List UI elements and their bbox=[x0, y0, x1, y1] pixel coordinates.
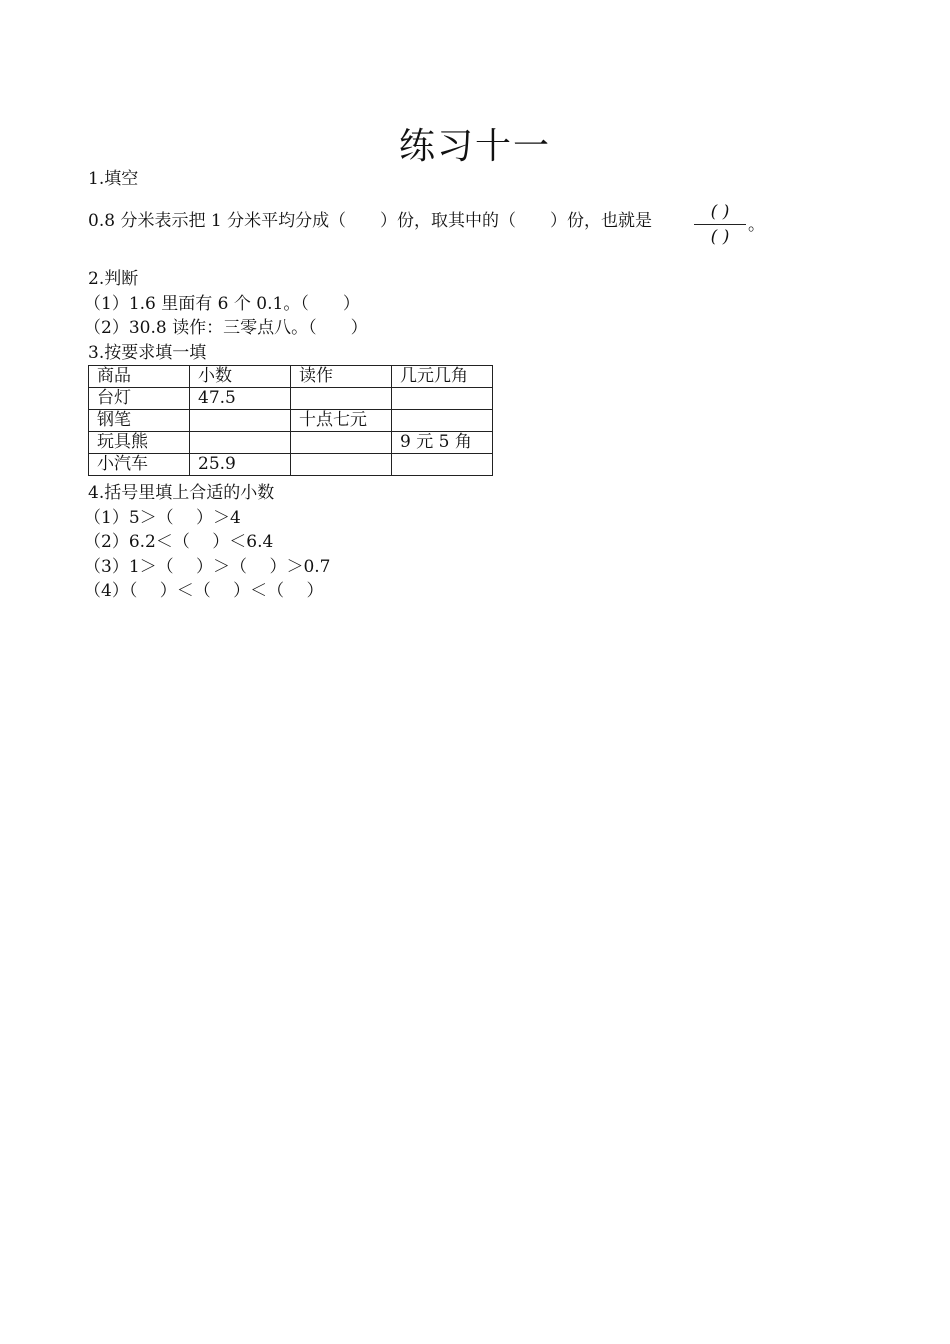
table-cell bbox=[392, 388, 493, 410]
table-cell bbox=[392, 454, 493, 476]
table-cell bbox=[291, 432, 392, 454]
header-cell-decimal: 小数 bbox=[190, 366, 291, 388]
header-cell-goods: 商品 bbox=[89, 366, 190, 388]
q4-item-2: （2）6.2＜（ ）＜6.4 bbox=[84, 532, 274, 552]
q1-text: 0.8 分米表示把 1 分米平均分成（ ）份，取其中的（ ）份，也就是 bbox=[88, 211, 653, 231]
table-row bbox=[89, 454, 493, 476]
q1-fraction bbox=[694, 200, 746, 249]
fraction-denominator: ( ) bbox=[710, 227, 730, 247]
q4-heading: 4.括号里填上合适的小数 bbox=[88, 483, 275, 503]
header-cell-reading: 读作 bbox=[291, 366, 392, 388]
q1-end: 。 bbox=[748, 215, 765, 235]
table-cell bbox=[190, 410, 291, 432]
q4-item-3: （3）1＞（ ）＞（ ）＞0.7 bbox=[84, 557, 331, 577]
q4-item-4: （4）（ ）＜（ ）＜（ ） bbox=[84, 581, 324, 601]
table-cell: 十点七元 bbox=[291, 410, 392, 432]
table-cell bbox=[190, 432, 291, 454]
table-cell bbox=[291, 454, 392, 476]
q3-heading: 3.按要求填一填 bbox=[88, 343, 207, 363]
goods-table bbox=[88, 365, 493, 476]
table-cell bbox=[291, 388, 392, 410]
table-cell: 25.9 bbox=[190, 454, 291, 476]
table-row bbox=[89, 388, 493, 410]
header-cell-yuan-jiao: 几元几角 bbox=[392, 366, 493, 388]
q2-heading: 2.判断 bbox=[88, 269, 139, 289]
q2-item-1: （1）1.6 里面有 6 个 0.1。（ ） bbox=[84, 294, 360, 314]
table-cell bbox=[392, 410, 493, 432]
q2-item-2: （2）30.8 读作：三零点八。（ ） bbox=[84, 318, 368, 338]
table-row bbox=[89, 410, 493, 432]
table-header-row bbox=[89, 366, 493, 388]
table-cell: 台灯 bbox=[89, 388, 190, 410]
q1-heading: 1.填空 bbox=[88, 169, 139, 189]
table-cell: 47.5 bbox=[190, 388, 291, 410]
table-cell: 小汽车 bbox=[89, 454, 190, 476]
fraction-numerator: ( ) bbox=[694, 200, 746, 225]
q4-item-1: （1）5＞（ ）＞4 bbox=[84, 508, 241, 528]
table-cell: 钢笔 bbox=[89, 410, 190, 432]
page-title: 练习十一 bbox=[398, 126, 551, 167]
table-cell: 9 元 5 角 bbox=[392, 432, 493, 454]
table-row bbox=[89, 432, 493, 454]
table-cell: 玩具熊 bbox=[89, 432, 190, 454]
